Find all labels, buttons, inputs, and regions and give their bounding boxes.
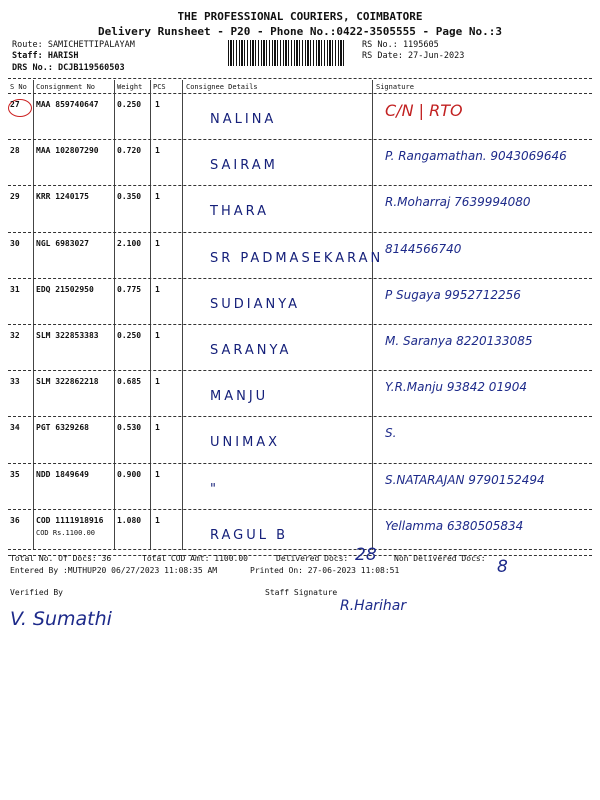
row-sno: 32	[10, 331, 20, 340]
row-weight: 0.250	[117, 100, 142, 109]
row-pcs: 1	[155, 515, 160, 525]
column-line	[182, 80, 183, 550]
row-consignment: EDQ 21502950	[36, 284, 94, 294]
col-consignment: Consignment No	[36, 83, 96, 91]
printed-on: Printed On: 27-06-2023 11:08:51	[250, 566, 400, 575]
total-docs: Total No. Of Docs: 36	[10, 554, 112, 563]
row-sno: 31	[10, 284, 20, 294]
row-divider	[8, 509, 592, 510]
column-line	[372, 80, 373, 550]
row-weight: 0.685	[117, 377, 142, 387]
row-pcs: 1	[155, 100, 160, 109]
row-signature: P Sugaya 9952712256	[385, 287, 521, 302]
row-consignee-name: SAIRAM	[210, 158, 278, 174]
total-cod: Total COD Amt: 1100.00	[142, 554, 248, 563]
column-line	[114, 80, 115, 550]
row-sno: 30	[10, 238, 20, 248]
row-sno: 35	[10, 469, 20, 479]
verified-by-label: Verified By	[10, 588, 63, 597]
divider	[8, 549, 592, 550]
entered-by: Entered By :MUTHUP20 06/27/2023 11:08:35 AM	[10, 566, 218, 575]
row-signature: P. Rangamathan. 9043069646	[385, 149, 567, 164]
barcode	[228, 40, 346, 66]
row-divider	[8, 416, 592, 417]
row-consignment: PGT 6329268	[36, 423, 89, 433]
col-signature: Signature	[376, 83, 414, 91]
row-consignee-name: SARANYA	[210, 343, 292, 358]
non-delivered-count: 8	[497, 557, 508, 577]
row-signature: M. Saranya 8220133085	[385, 334, 533, 348]
row-consignee-name: SUDIANYA	[210, 296, 301, 312]
row-consignee-name: "	[210, 481, 219, 497]
row-pcs: 1	[155, 423, 160, 433]
row-signature: C/N | RTO	[385, 101, 463, 120]
row-pcs: 1	[155, 238, 160, 248]
row-sno: 28	[10, 146, 20, 156]
rs-number: RS No.: 1195605	[362, 40, 439, 50]
row-weight: 0.720	[117, 146, 142, 156]
col-pcs: PCS	[153, 83, 166, 91]
row-note: COD Rs.1100.00	[36, 528, 96, 537]
row-pcs: 1	[155, 284, 160, 294]
col-sno: S No	[10, 83, 27, 91]
row-weight: 2.100	[117, 238, 142, 248]
row-weight: 0.350	[117, 192, 142, 202]
column-line	[150, 80, 151, 550]
row-pcs: 1	[155, 146, 160, 156]
row-weight: 0.530	[117, 423, 142, 433]
non-delivered-label: Non Delivered Docs:	[394, 554, 486, 563]
drs-number: DRS No.: DCJB119560503	[12, 63, 125, 73]
row-signature: S.	[385, 426, 397, 441]
row-signature: 8144566740	[385, 241, 462, 256]
row-divider	[8, 463, 592, 464]
row-pcs: 1	[155, 377, 160, 387]
row-consignee-name: THARA	[210, 204, 270, 220]
column-line	[33, 80, 34, 550]
row-divider	[8, 232, 592, 233]
row-weight: 0.900	[117, 469, 142, 479]
row-consignment: MAA 859740647	[36, 100, 99, 109]
row-sno: 36	[10, 515, 20, 525]
row-signature: S.NATARAJAN 9790152494	[385, 472, 545, 487]
row-weight: 0.775	[117, 284, 142, 294]
row-pcs: 1	[155, 331, 160, 340]
route-label: Route: SAMICHETTIPALAYAM	[12, 40, 135, 50]
runsheet-subtitle: Delivery Runsheet - P20 - Phone No.:0422-3505555 - Page No.:3	[98, 25, 502, 38]
row-weight: 1.080	[117, 515, 142, 525]
row-pcs: 1	[155, 469, 160, 479]
row-consignment: MAA 102807290	[36, 146, 99, 156]
delivered-label: Delivered Docs:	[276, 554, 349, 563]
row-sno: 27	[10, 100, 20, 109]
company-title: THE PROFESSIONAL COURIERS, COIMBATORE	[177, 10, 423, 23]
row-divider	[8, 185, 592, 186]
row-consignment: KRR 1240175	[36, 192, 89, 202]
row-sno: 29	[10, 192, 20, 202]
row-divider	[8, 278, 592, 279]
row-consignment: SLM 322853383	[36, 331, 99, 340]
row-consignment: NGL 6983027	[36, 238, 89, 248]
row-divider	[8, 139, 592, 140]
row-signature: R.Moharraj 7639994080	[385, 195, 531, 210]
row-signature: Y.R.Manju 93842 01904	[385, 380, 527, 395]
row-divider	[8, 324, 592, 325]
col-consignee: Consignee Details	[186, 83, 258, 91]
row-consignee-name: SR PADMASEKARAN	[210, 250, 384, 266]
row-consignee-name: NALINA	[210, 112, 277, 127]
divider	[8, 78, 592, 79]
row-consignment: SLM 322862218	[36, 377, 99, 387]
row-consignee-name: MANJU	[210, 389, 269, 405]
row-sno: 33	[10, 377, 20, 387]
delivered-count: 28	[355, 545, 377, 565]
col-weight: Weight	[117, 83, 143, 91]
divider	[8, 93, 592, 94]
row-signature: Yellamma 6380505834	[385, 518, 524, 533]
staff-signature: R.Harihar	[340, 598, 407, 614]
row-consignment: NDD 1849649	[36, 469, 89, 479]
rs-date: RS Date: 27-Jun-2023	[362, 51, 465, 61]
staff-label: Staff: HARISH	[12, 51, 79, 61]
row-sno: 34	[10, 423, 20, 433]
row-consignment: COD 1111918916	[36, 515, 104, 525]
verifier-signature: V. Sumathi	[10, 608, 112, 630]
row-consignee-name: UNIMAX	[210, 435, 281, 451]
row-consignee-name: RAGUL B	[210, 527, 289, 543]
row-weight: 0.250	[117, 331, 142, 340]
row-divider	[8, 370, 592, 371]
row-pcs: 1	[155, 192, 160, 202]
staff-signature-label: Staff Signature	[265, 588, 338, 597]
